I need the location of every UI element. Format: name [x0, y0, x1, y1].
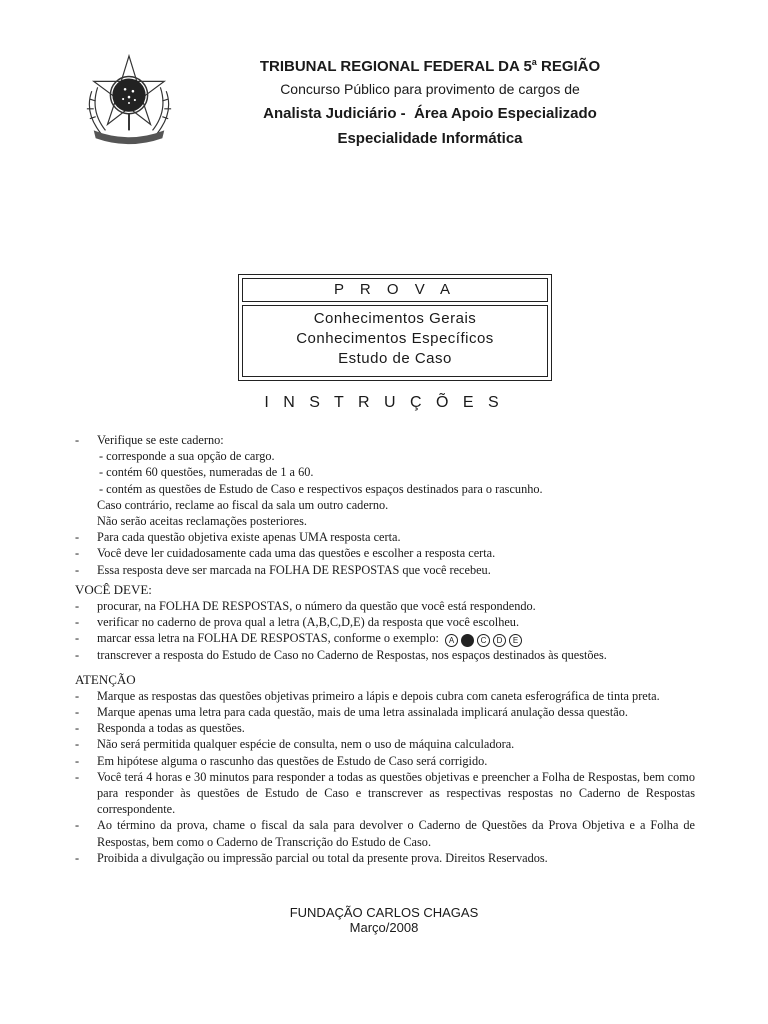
instructions-title: I N S T R U Ç Õ E S — [264, 394, 504, 411]
list-item: - contém 60 questões, numeradas de 1 a 60. — [99, 465, 314, 480]
answer-bubble-icon: A — [445, 634, 458, 647]
answer-bubble-icon: C — [477, 634, 490, 647]
footer-org: FUNDAÇÃO CARLOS CHAGAS — [289, 905, 479, 920]
answer-bubble-filled-icon: B — [461, 634, 474, 647]
list-item: - Essa resposta deve ser marcada na FOLHA DE RESPOSTAS que você recebeu. — [75, 562, 491, 577]
list-item: - verificar no caderno de prova qual a letra (A,B,C,D,E) da resposta que você escolheu. — [75, 615, 520, 630]
prova-section: Estudo de Caso — [338, 350, 452, 367]
list-item: - Para cada questão objetiva existe apenas UMA resposta certa. — [75, 530, 401, 545]
list-item: - Não será permitida qualquer espécie de consulta, nem o uso de máquina calculadora. — [75, 737, 515, 752]
answer-bubble-icon: D — [493, 634, 506, 647]
prova-sections — [242, 305, 548, 377]
especialidade-title: Especialidade Informática — [337, 130, 523, 147]
list-item: - Você deve ler cuidadosamente cada uma das questões e escolher a resposta certa. — [75, 546, 496, 561]
list-item: - contém as questões de Estudo de Caso e respectivos espaços destinados para o rascunho. — [99, 481, 543, 496]
list-item: - Responda a todas as questões. — [75, 721, 245, 736]
atencao-heading: ATENÇÃO — [75, 671, 136, 687]
list-item: - Marque as respostas das questões objetivas primeiro a lápis e depois cubra com caneta esferográfica de tinta preta. — [75, 688, 660, 703]
court-title: TRIBUNAL REGIONAL FEDERAL DA 5$^a$ REGIÃO — [259, 57, 601, 75]
instructions-body — [75, 432, 695, 866]
prova-title: P R O V A — [242, 278, 548, 302]
list-item: - Você terá 4 horas e 30 minutos para responder a todas as questões objetivas e preencher a Folha de Respostas, bem como para responder às questões de Estudo de Caso e transcrever as respectivas respostas no Caderno de Respostas correspondente. — [75, 769, 695, 817]
list-item: - transcrever a resposta do Estudo de Caso no Caderno de Respostas, nos espaços destinados às questões. — [75, 648, 607, 663]
list-item: - Proibida a divulgação ou impressão parcial ou total da presente prova. Direitos Reservados. — [75, 850, 548, 865]
list-item: - corresponde a sua opção de cargo. — [99, 449, 275, 464]
prova-box — [238, 274, 552, 381]
list-item: - procurar, na FOLHA DE RESPOSTAS, o número da questão que você está respondendo. — [75, 599, 536, 614]
voce-deve-heading: VOCÊ DEVE: — [75, 581, 152, 597]
exam-subtitle: Concurso Público para provimento de cargos de — [280, 81, 580, 97]
list-item: Não serão aceitas reclamações posteriores. — [97, 514, 307, 529]
list-item: - Marque apenas uma letra para cada questão, mais de uma letra assinalada implicará anulação dessa questão. — [75, 705, 628, 720]
brazil-coat-of-arms-icon — [80, 52, 178, 150]
prova-section: Conhecimentos Específicos — [296, 330, 494, 347]
footer-date: Março/2008 — [349, 920, 419, 935]
answer-bubble-icon: E — [509, 634, 522, 647]
prova-section: Conhecimentos Gerais — [313, 310, 477, 327]
list-item: - marcar essa letra na FOLHA DE RESPOSTAS, conforme o exemplo: A B C D E — [75, 630, 695, 647]
list-item: Caso contrário, reclame ao fiscal da sala um outro caderno. — [97, 497, 389, 512]
cargo-title: Analista Judiciário - Área Apoio Especializado — [263, 105, 597, 122]
list-item: - Ao término da prova, chame o fiscal da sala para devolver o Caderno de Questões da Prova Objetiva e a Folha de Respostas, bem como o Caderno de Transcrição do Estudo de Caso. — [75, 818, 695, 849]
list-item: - Verifique se este caderno: — [75, 433, 224, 447]
list-item: - Em hipótese alguma o rascunho das questões de Estudo de Caso será corrigido. — [75, 753, 488, 768]
